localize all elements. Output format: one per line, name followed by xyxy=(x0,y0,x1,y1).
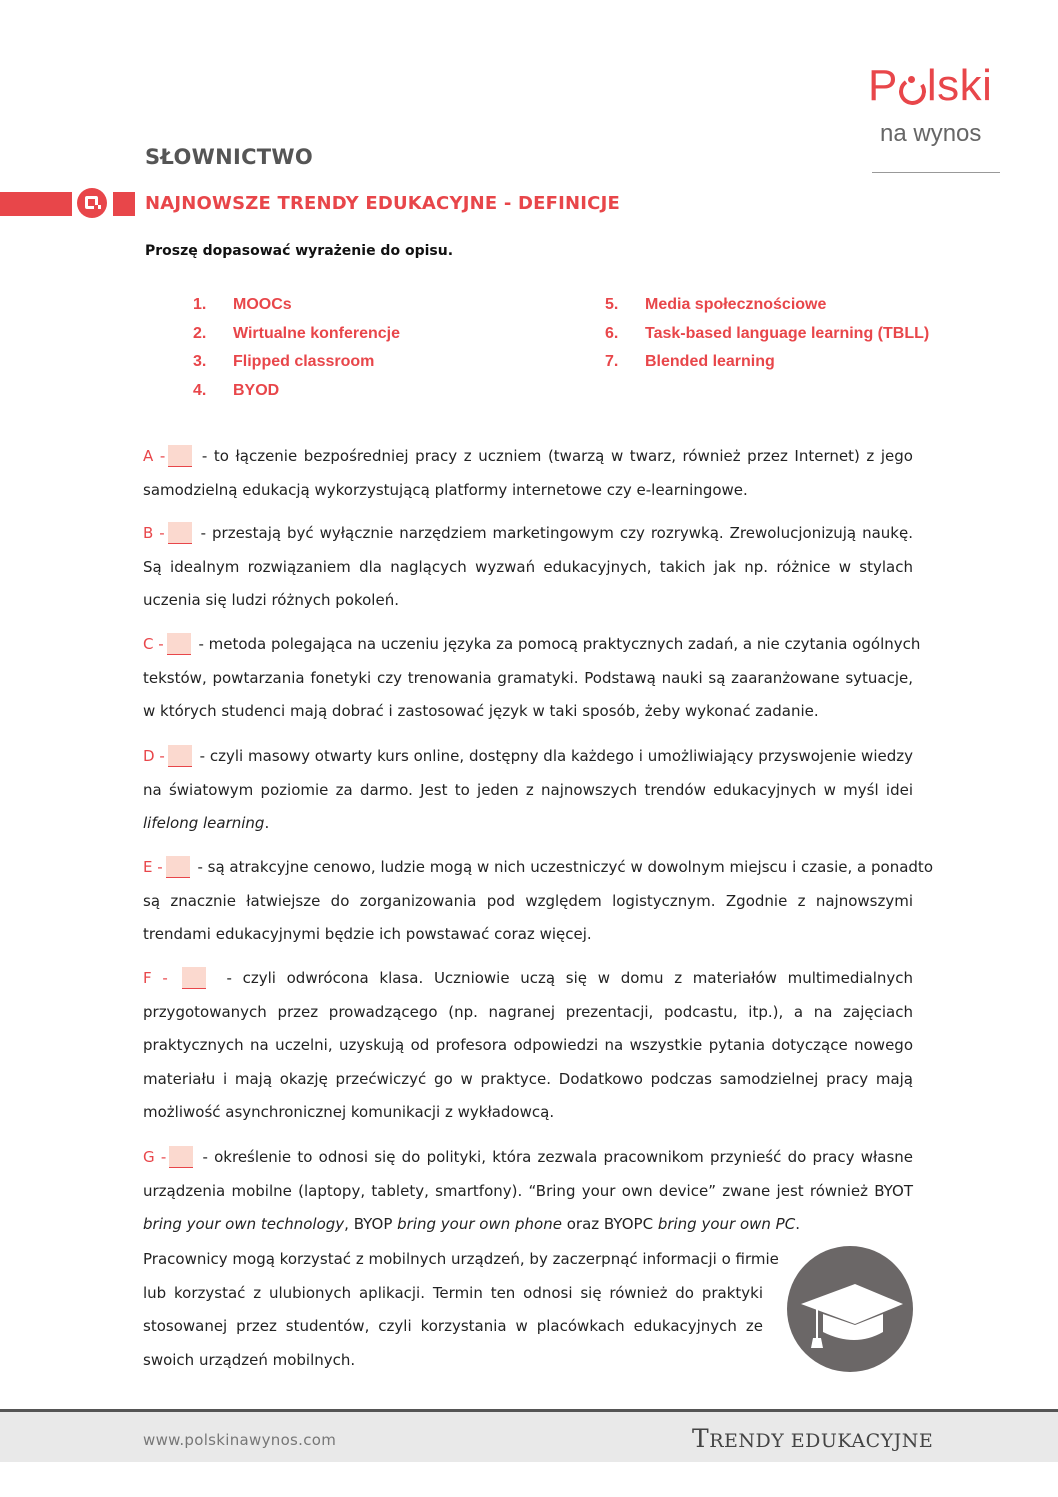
definition-text: urządzenia mobilne (laptopy, tablety, smartfony). “Bring your own device” zwane jest również BYOT xyxy=(143,1181,913,1200)
term-label: Blended learning xyxy=(645,353,775,371)
definition-g xyxy=(143,1141,913,1242)
definition-text: - określenie to odnosi się do polityki, która zezwala pracownikom przynieść do pracy własne xyxy=(202,1148,913,1166)
answer-blank[interactable] xyxy=(168,522,192,544)
definition-text: - czyli odwrócona klasa. Uczniowie uczą się w domu z materiałów multimedialnych xyxy=(226,969,914,987)
answer-blank[interactable] xyxy=(168,445,192,467)
term-number: 4. xyxy=(193,382,207,400)
term-number: 1. xyxy=(193,296,207,313)
term-number: 3. xyxy=(193,353,207,371)
subsection-title: NAJNOWSZE TRENDY EDUKACYJNE - DEFINICJE xyxy=(145,193,620,214)
definition-text: materiału i mają okazję przećwiczyć go w praktyce. Dodatkowo podczas samodzielnej pracy mają xyxy=(143,1069,913,1088)
term-item xyxy=(605,325,929,354)
terms-list-left xyxy=(193,296,400,411)
definition-label: B - xyxy=(143,524,165,542)
brand-logo xyxy=(868,60,1003,147)
logo-smile-icon xyxy=(899,76,926,106)
answer-blank[interactable] xyxy=(168,745,192,767)
term-label: MOOCs xyxy=(233,296,292,313)
definition-text: na światowym poziomie za darmo. Jest to jeden z najnowszych trendów edukacyjnych w myśl idei xyxy=(143,780,913,799)
term-label: BYOD xyxy=(233,382,280,400)
term-item xyxy=(193,325,400,354)
logo-subtitle: na wynos xyxy=(880,120,982,147)
definition-text: - to łączenie bezpośredniej pracy z uczniem (twarzą w twarz, również przez Internet) z jego xyxy=(201,447,913,465)
definition-text: oraz BYOPC xyxy=(561,1215,658,1233)
answer-blank[interactable] xyxy=(167,633,191,655)
definition-text: są znacznie łatwiejsze do zorganizowania pod względem logistycznym. Zgodnie z najnowszymi xyxy=(143,891,913,910)
definition-label: G - xyxy=(143,1148,167,1166)
term-number: 5. xyxy=(605,296,619,313)
definition-label: E - xyxy=(143,858,163,876)
definition-e xyxy=(143,851,933,952)
definition-b xyxy=(143,517,913,618)
definition-text: trendami edukacyjnymi będzie ich powstawać coraz więcej. xyxy=(143,925,592,943)
term-label: Flipped classroom xyxy=(233,353,375,371)
term-item xyxy=(605,353,929,382)
definition-text: uczenia się ludzi różnych pokoleń. xyxy=(143,591,399,609)
logo-divider xyxy=(872,172,1000,173)
term-item xyxy=(193,296,400,325)
term-label: Wirtualne konferencje xyxy=(233,324,401,342)
term-number: 7. xyxy=(605,353,619,371)
definition-text: możliwość asynchronicznej komunikacji z wykładowcą. xyxy=(143,1103,555,1121)
answer-blank[interactable] xyxy=(182,967,206,989)
graduation-cap-icon xyxy=(787,1246,913,1372)
definition-text: - czyli masowy otwarty kurs online, dostępny dla każdego i umożliwiający przyswojenie wiedzy xyxy=(199,747,913,765)
section-title: SŁOWNICTWO xyxy=(145,145,314,169)
term-item xyxy=(605,296,929,325)
definition-text: praktycznych na uczelni, uzyskują od profesora odpowiedzi na wszystkie pytania dotyczące nowego xyxy=(143,1036,913,1054)
definition-d xyxy=(143,740,913,841)
definition-italic-term: bring your own PC xyxy=(657,1215,796,1233)
definition-text: przygotowanych przez prowadzącego (np. nagranej prezentacji, podcastu, itp.), a na zajęciach xyxy=(143,1002,913,1021)
footer-title xyxy=(692,1424,933,1453)
definition-text: samodzielną edukacją wykorzystującą platformy internetowe czy e-learningowe. xyxy=(143,480,748,499)
footer-url[interactable]: www.polskinawynos.com xyxy=(143,1431,337,1449)
definition-italic-term: bring your own technology xyxy=(143,1215,345,1233)
definition-text: - są atrakcyjne cenowo, ludzie mogą w nich uczestniczyć w dowolnym miejscu i czasie, a ponadto xyxy=(197,858,933,876)
definition-text: . xyxy=(795,1215,800,1233)
definition-italic-term: lifelong learning xyxy=(143,814,265,832)
definition-text: Pracownicy mogą korzystać z mobilnych urządzeń, by zaczerpnąć informacji o firmie xyxy=(143,1250,779,1268)
definition-label: A - xyxy=(143,447,166,465)
logo-letters: lski xyxy=(926,61,993,110)
definition-a xyxy=(143,440,913,507)
definition-text: tekstów, powtarzania fonetyki czy trenowania gramatyki. Podstawą nauki są zaaranżowane sytuacje, xyxy=(143,668,913,687)
decorative-bar-left xyxy=(0,192,72,216)
definition-label: D - xyxy=(143,747,165,765)
exercise-instruction: Proszę dopasować wyrażenie do opisu. xyxy=(145,243,454,259)
footer-title-rest: RENDY EDUKACYJNE xyxy=(709,1430,934,1452)
logo-wordmark xyxy=(868,60,1003,112)
decorative-bar-right xyxy=(113,192,135,216)
answer-blank[interactable] xyxy=(166,856,190,878)
definition-f xyxy=(143,962,913,1130)
footer-title-initial: T xyxy=(692,1424,710,1453)
terms-list-right xyxy=(605,296,929,382)
term-label: Task-based language learning (TBLL) xyxy=(645,324,930,342)
term-number: 2. xyxy=(193,324,207,342)
definition-text: - przestają być wyłącznie narzędziem marketingowym czy rozrywką. Zrewolucjonizują naukę. xyxy=(200,524,913,542)
definition-c xyxy=(143,628,921,729)
definition-g-continued xyxy=(143,1243,779,1377)
checklist-icon xyxy=(77,188,107,218)
definition-text: Są idealnym rozwiązaniem dla naglących wyzwań edukacyjnych, takich jak np. różnice w stylach xyxy=(143,557,913,576)
definition-text: w których studenci mają dobrać i zastosować język w taki sposób, żeby wykonać zadanie. xyxy=(143,702,819,720)
definition-label: C - xyxy=(143,635,164,653)
term-item xyxy=(193,353,400,382)
term-label: Media społecznościowe xyxy=(645,296,827,313)
definition-text: lub korzystać z ulubionych aplikacji. Termin ten odnosi się również do praktyki xyxy=(143,1283,763,1302)
definition-text: - metoda polegająca na uczeniu języka za pomocą praktycznych zadań, a nie czytania ogólnych xyxy=(198,635,921,653)
term-item xyxy=(193,382,400,411)
definition-text: . xyxy=(264,814,270,832)
definition-text: stosowanej przez studentów, czyli korzystania w placówkach edukacyjnych ze xyxy=(143,1317,763,1335)
logo-letter-p: P xyxy=(868,61,898,110)
definition-label: F - xyxy=(143,969,168,987)
definition-text: , BYOP xyxy=(344,1215,398,1233)
answer-blank[interactable] xyxy=(169,1146,193,1168)
term-number: 6. xyxy=(605,324,619,342)
definition-italic-term: bring your own phone xyxy=(397,1215,562,1233)
definition-text: swoich urządzeń mobilnych. xyxy=(143,1350,356,1369)
